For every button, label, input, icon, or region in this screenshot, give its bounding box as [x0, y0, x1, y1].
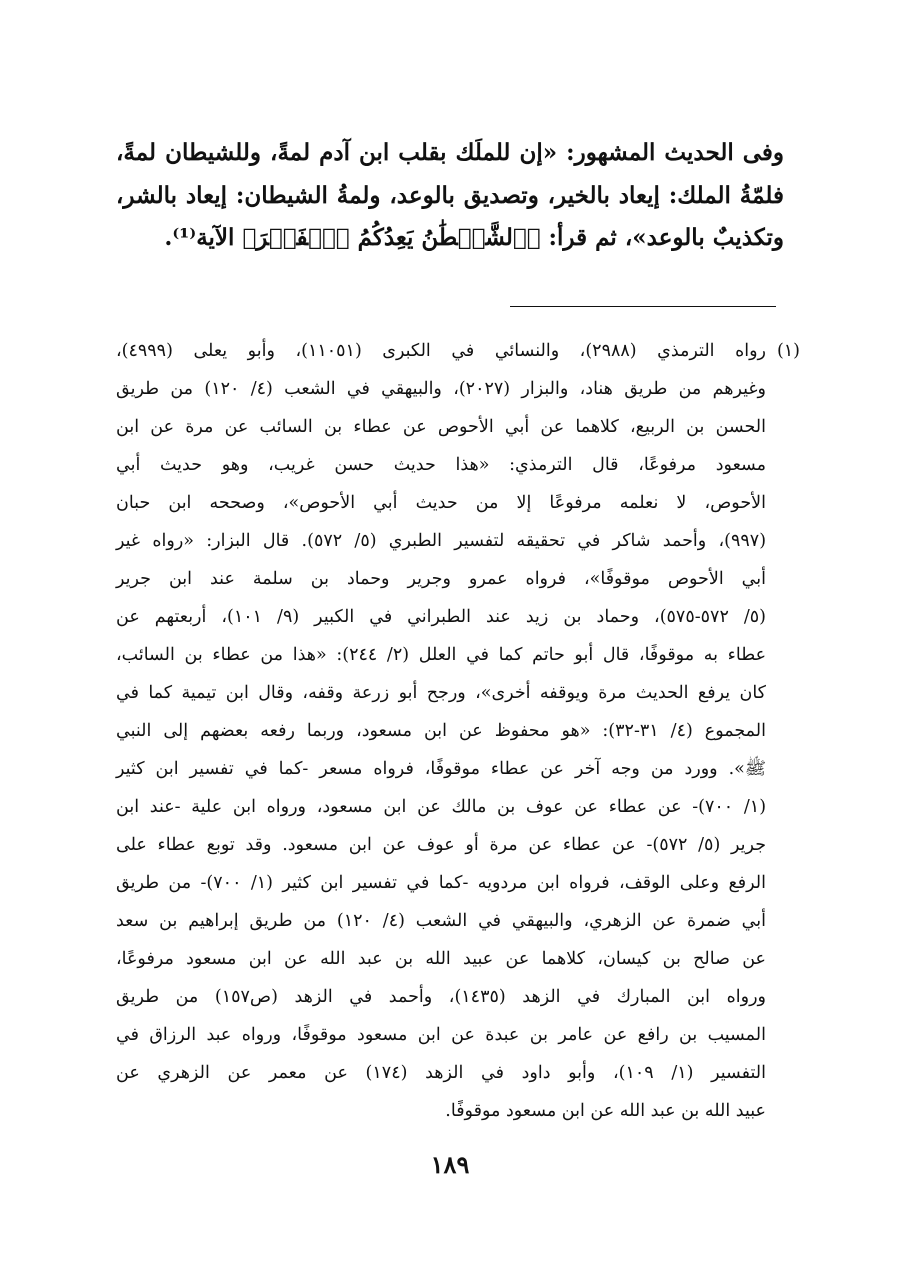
footnote-line: التفسير (١/ ١٠٩)، وأبو داود في الزهد (١٧٤) عن معمر عن الزهري عن	[116, 1063, 766, 1083]
footnote-line: (٥/ ٥٧٢-٥٧٥)، وحماد بن زيد عند الطبراني في الكبير (٩/ ١٠١)، أربعتهم عن	[116, 607, 766, 627]
footnote-line: عبيد الله بن عبد الله عن ابن مسعود موقوفًا.	[445, 1101, 766, 1121]
footnote-line: (٩٩٧)، وأحمد شاكر في تحقيقه لتفسير الطبري (٥/ ٥٧٢). قال البزار: «رواه غير	[116, 531, 767, 551]
footnote-line: وغيرهم من طريق هناد، والبزار (٢٠٢٧)، والبيهقي في الشعب (٤/ ١٢٠) من طريق	[116, 379, 766, 399]
footnotes	[116, 332, 766, 1130]
footnote-line: أبي الأحوص موقوفًا»، فرواه عمرو وجرير وحماد بن سلمة عند ابن جرير	[116, 569, 766, 589]
main-text-line: فلمّةُ الملك: إيعاد بالخير، وتصديق بالوعد، ولمةُ الشيطان: إيعاد بالشر،	[116, 181, 784, 209]
footnote-line: مسعود مرفوعًا، قال الترمذي: «هذا حديث حسن غريب، وهو حديث أبي	[116, 455, 766, 475]
main-text-line: وتكذيبٌ بالوعد»، ثم قرأ: ﴿ٱلشَّيۡطَٰنُ يَعِدُكُمُ ٱلۡفَقۡرَ﴾ الآية⁽¹⁾.	[164, 224, 784, 251]
page-number: ١٨٩	[430, 1150, 470, 1179]
footnote-line: المجموع (٤/ ٣١-٣٢): «هو محفوظ عن ابن مسعود، وربما رفعه بعضهم إلى النبي	[116, 721, 766, 741]
main-text-line: وفى الحديث المشهور: «إن للملَك بقلب ابن آدم لمةً، وللشيطان لمةً،	[116, 139, 784, 166]
footnote-line: عن صالح بن كيسان، كلاهما عن عبيد الله بن عبد الله عن ابن مسعود مرفوعًا،	[116, 949, 766, 969]
footnote-line: أبي ضمرة عن الزهري، والبيهقي في الشعب (٤/ ١٢٠) من طريق إبراهيم بن سعد	[116, 911, 767, 931]
footnote-line: المسيب بن رافع عن عامر بن عبدة عن ابن مسعود موقوفًا، ورواه عبد الرزاق في	[116, 1025, 766, 1045]
footnote-line: كان يرفع الحديث مرة ويوقفه أخرى»، ورجح أبو زرعة وقفه، وقال ابن تيمية كما في	[116, 683, 766, 703]
footnote-line: (١/ ٧٠٠)- عن عطاء عن عوف بن مالك عن ابن مسعود، ورواه ابن علية -عند ابن	[116, 797, 767, 817]
footnote-marker: (١)	[776, 341, 800, 361]
footnote-line: ﷺ». وورد من وجه آخر عن عطاء موقوفًا، فرواه مسعر -كما في تفسير ابن كثير	[116, 759, 766, 779]
footnote-line: ورواه ابن المبارك في الزهد (١٤٣٥)، وأحمد في الزهد (ص١٥٧) من طريق	[116, 987, 766, 1007]
footnote-line: الأحوص، لا نعلمه مرفوعًا إلا من حديث أبي الأحوص»، وصححه ابن حبان	[116, 493, 766, 513]
footnote-line: عطاء به موقوفًا، قال أبو حاتم كما في العلل (٢/ ٢٤٤): «هذا من عطاء بن السائب،	[116, 645, 767, 665]
footnote-line: جرير (٥/ ٥٧٢)- عن عطاء عن مرة أو عوف عن ابن مسعود. وقد توبع عطاء على	[116, 835, 767, 855]
footnote-line: الرفع وعلى الوقف، فرواه ابن مردويه -كما في تفسير ابن كثير (١/ ٧٠٠)- من طريق	[116, 873, 766, 893]
footnote-separator	[510, 306, 776, 307]
footnote-line: الحسن بن الربيع، كلاهما عن أبي الأحوص عن عطاء بن السائب عن مرة عن ابن	[116, 417, 766, 437]
footnote-line: رواه الترمذي (٢٩٨٨)، والنسائي في الكبرى (١١٠٥١)، وأبو يعلى (٤٩٩٩)،	[116, 341, 767, 361]
main-text	[116, 132, 784, 260]
